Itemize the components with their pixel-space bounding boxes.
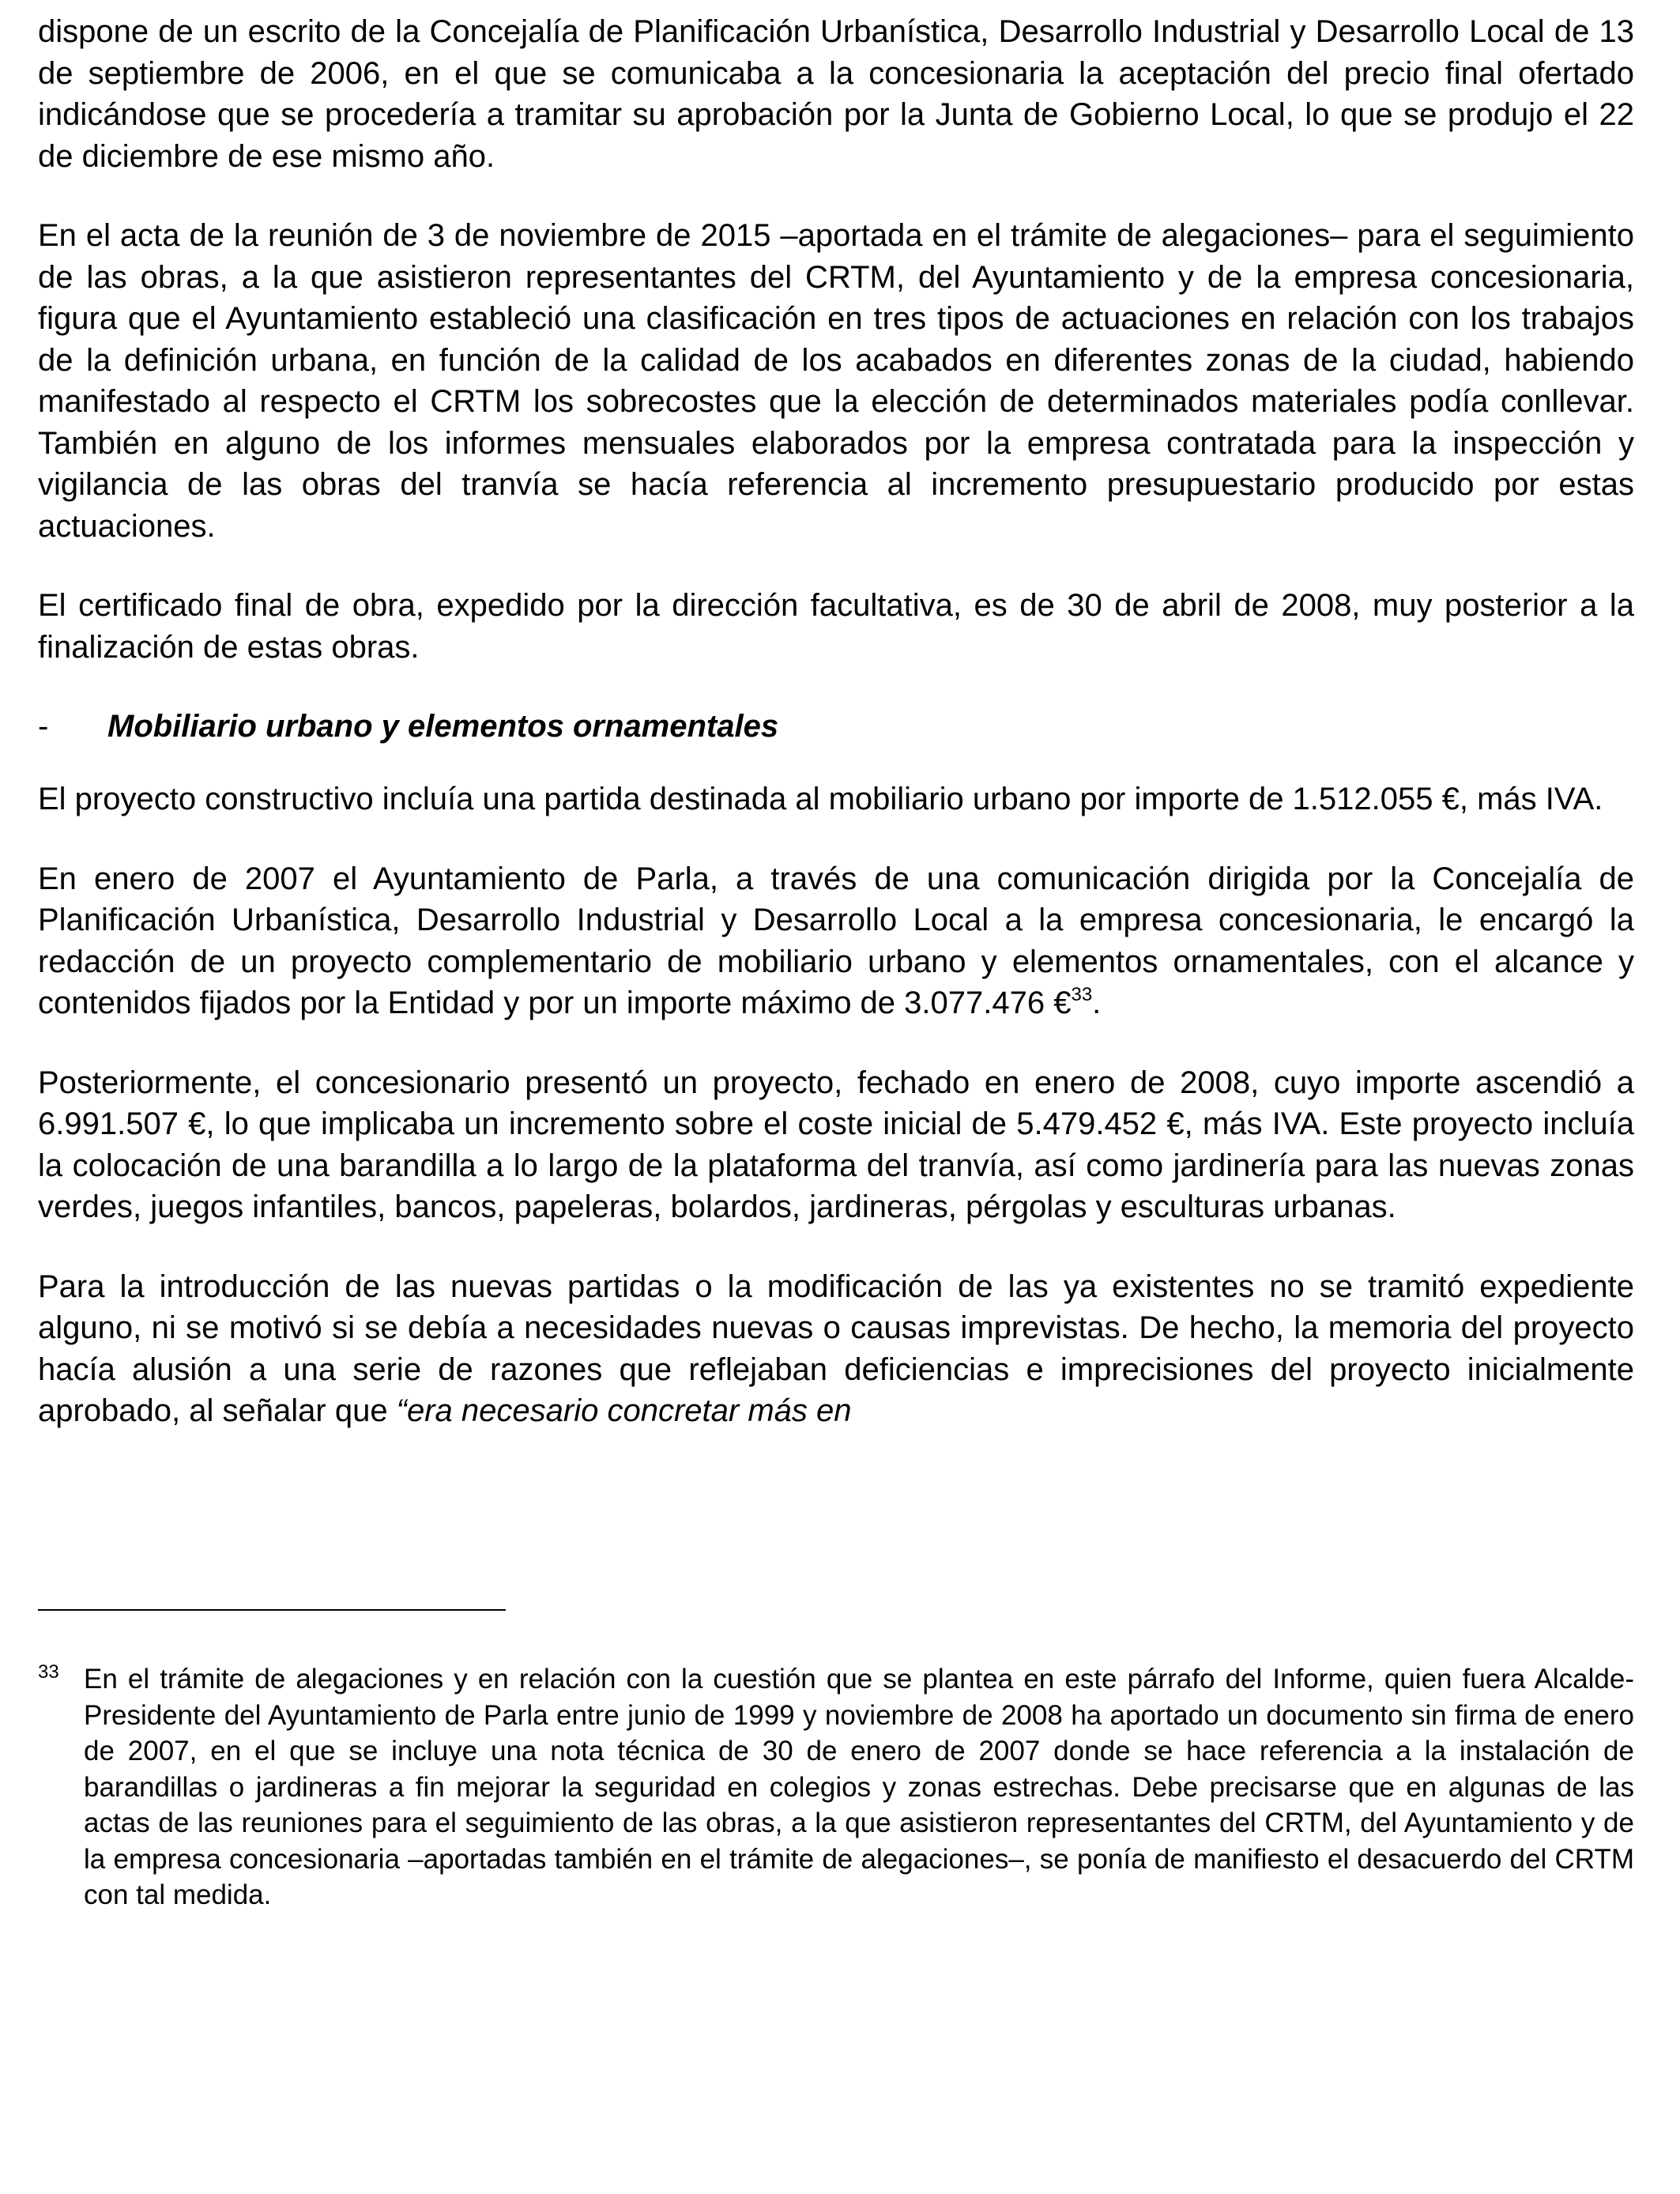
section-heading	[38, 706, 1634, 747]
paragraph-certificado-final: El certificado final de obra, expedido por la dirección facultativa, es de 30 de abril de 2008, muy posterior a la finalización de estas obras.	[38, 588, 1634, 665]
paragraph-acta-reunion: En el acta de la reunión de 3 de noviembre de 2015 –aportada en el trámite de alegaciones– para el seguimiento de las obras, a la que asistieron representantes del CRTM, del Ayuntamiento y de la empresa concesionaria, figura que el Ayuntamiento estableció una clasificación en tres tipos de actuaciones en relación con los trabajos de la definición urbana, en función de la calidad de los acabados en diferentes zonas de la ciudad, habiendo manifestado al respecto el CRTM los sobrecostes que la elección de determinados materiales podía conllevar. También en alguno de los informes mensuales elaborados por la empresa contratada para la inspección y vigilancia de las obras del tranvía se hacía referencia al incremento presupuestario producido por estas actuaciones.	[38, 218, 1634, 544]
footnote-reference-33[interactable]: 33	[1071, 984, 1093, 1005]
paragraph-enero-2007	[38, 858, 1634, 1024]
paragraph-posteriormente: Posteriormente, el concesionario presentó un proyecto, fechado en enero de 2008, cuyo importe ascendió a 6.991.507 €, lo que implicaba un incremento sobre el coste inicial de 5.479.452 €, más IVA. Este proyecto incluía la colocación de una barandilla a lo largo de la plataforma del tranvía, así como jardinería para las nuevas zonas verdes, juegos infantiles, bancos, papeleras, bolardos, jardineras, pérgolas y esculturas urbanas.	[38, 1065, 1634, 1224]
footnote-separator	[38, 1609, 506, 1611]
heading-title: Mobiliario urbano y elementos ornamentales	[107, 709, 779, 744]
footnote-number: 33	[38, 1661, 59, 1683]
paragraph-nuevas-partidas-quote: “era necesario concretar más en	[396, 1393, 852, 1428]
paragraph-concejalia-escrito: dispone de un escrito de la Concejalía de Planificación Urbanística, Desarrollo Industrial y Desarrollo Local de 13 de septiembre de 2006, en el que se comunicaba a la concesionaria la aceptación del precio final ofertado indicándose que se procedería a tramitar su aprobación por la Junta de Gobierno Local, lo que se produjo el 22 de diciembre de ese mismo año.	[38, 14, 1634, 174]
heading-bullet: -	[38, 709, 49, 744]
footnote-text: En el trámite de alegaciones y en relación con la cuestión que se plantea en este párrafo del Informe, quien fuera Alcalde-Presidente del Ayuntamiento de Parla entre junio de 1999 y noviembre de 2008 ha aportado un documento sin firma de enero de 2007, en el que se incluye una nota técnica de 30 de enero de 2007 donde se hace referencia a la instalación de barandillas o jardineras a fin mejorar la seguridad en colegios y zonas estrechas. Debe precisarse que en algunas de las actas de las reuniones para el seguimiento de las obras, a la que asistieron representantes del CRTM, del Ayuntamiento y de la empresa concesionaria –aportadas también en el trámite de alegaciones–, se ponía de manifiesto el desacuerdo del CRTM con tal medida.	[84, 1664, 1634, 1910]
footnote-33	[38, 1661, 1634, 1913]
document-page	[38, 11, 1634, 1432]
paragraph-nuevas-partidas	[38, 1266, 1634, 1432]
paragraph-nuevas-partidas-text: Para la introducción de las nuevas partidas o la modificación de las ya existentes no se tramitó expediente alguno, ni se motivó si se debía a necesidades nuevas o causas imprevistas. De hecho, la memoria del proyecto hacía alusión a una serie de razones que reflejaban deficiencias e imprecisiones del proyecto inicialmente aprobado, al señalar que	[38, 1269, 1634, 1428]
paragraph-proyecto-constructivo: El proyecto constructivo incluía una partida destinada al mobiliario urbano por importe de 1.512.055 €, más IVA.	[38, 782, 1603, 816]
paragraph-enero-2007-text: En enero de 2007 el Ayuntamiento de Parla, a través de una comunicación dirigida por la Concejalía de Planificación Urbanística, Desarrollo Industrial y Desarrollo Local a la empresa concesionaria, le encargó la redacción de un proyecto complementario de mobiliario urbano y elementos ornamentales, con el alcance y contenidos fijados por la Entidad y por un importe máximo de 3.077.476 €	[38, 861, 1634, 1020]
paragraph-enero-2007-end: .	[1092, 986, 1102, 1020]
